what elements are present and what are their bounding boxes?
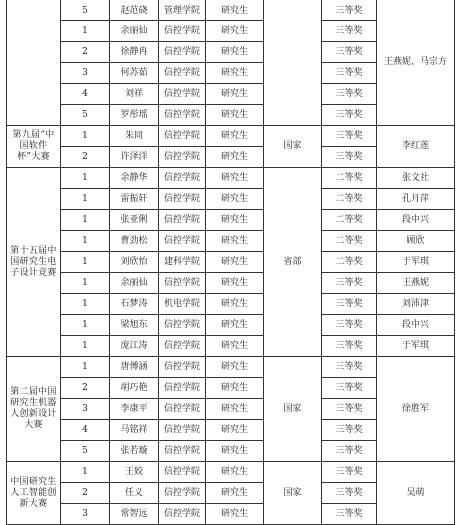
name-cell: 庞江涛 [110,336,159,357]
dept-cell: 信控学院 [159,42,206,63]
index-cell: 1 [61,252,110,273]
dept-cell: 信控学院 [159,315,206,336]
dept-cell: 信控学院 [159,273,206,294]
index-cell: 2 [61,378,110,399]
prize-cell: 三等奖 [322,126,377,147]
prize-cell: 三等奖 [322,0,377,21]
index-cell: 1 [61,273,110,294]
name-cell: 常智远 [110,504,159,525]
prize-cell: 三等奖 [322,420,377,441]
prize-cell: 三等奖 [322,483,377,504]
dept-cell: 信控学院 [159,105,206,126]
name-cell: 任义 [110,483,159,504]
dept-cell: 信控学院 [159,168,206,189]
type-cell: 研究生 [206,147,264,168]
dept-cell: 信控学院 [159,189,206,210]
name-cell: 雷振轩 [110,189,159,210]
dept-cell: 信控学院 [159,126,206,147]
type-cell: 研究生 [206,231,264,252]
name-cell: 徐静冉 [110,42,159,63]
index-cell: 4 [61,420,110,441]
type-cell: 研究生 [206,252,264,273]
prize-cell: 二等奖 [322,210,377,231]
name-cell: 马铭祥 [110,420,159,441]
index-cell: 1 [61,21,110,42]
competition-cell: 第十五届中国研究生电子设计竞赛 [7,168,61,357]
advisor-cell: 顾欣 [377,231,455,252]
table-row [7,462,455,483]
competition-cell: 第九届“中国软件杯”大赛 [7,126,61,168]
type-cell: 研究生 [206,0,264,21]
type-cell: 研究生 [206,462,264,483]
index-cell: 1 [61,189,110,210]
prize-cell: 二等奖 [322,231,377,252]
dept-cell: 信控学院 [159,231,206,252]
type-cell: 研究生 [206,420,264,441]
index-cell: 5 [61,0,110,21]
index-cell: 3 [61,63,110,84]
prize-cell: 三等奖 [322,441,377,462]
type-cell: 研究生 [206,210,264,231]
dept-cell: 信控学院 [159,504,206,525]
dept-cell: 信控学院 [159,441,206,462]
advisor-cell: 王燕妮 [377,273,455,294]
prize-cell: 三等奖 [322,462,377,483]
dept-cell: 机电学院 [159,294,206,315]
advisor-cell: 王燕妮、马宗方 [377,0,455,126]
dept-cell: 管理学院 [159,0,206,21]
type-cell: 研究生 [206,399,264,420]
type-cell: 研究生 [206,126,264,147]
name-cell: 许泽洋 [110,147,159,168]
table-row [7,0,455,21]
name-cell: 张若璇 [110,441,159,462]
level-cell: 国家 [264,357,322,462]
name-cell: 余丽仙 [110,273,159,294]
type-cell: 研究生 [206,378,264,399]
name-cell: 罗彤瑶 [110,105,159,126]
advisor-cell: 刘沛津 [377,294,455,315]
name-cell: 刘欣怡 [110,252,159,273]
dept-cell: 信控学院 [159,84,206,105]
table-row [7,231,455,252]
name-cell: 石梦涛 [110,294,159,315]
advisor-cell: 于军琪 [377,336,455,357]
prize-cell: 二等奖 [322,168,377,189]
type-cell: 研究生 [206,315,264,336]
level-cell: 国家 [264,126,322,168]
prize-cell: 三等奖 [322,357,377,378]
name-cell: 梁旭东 [110,315,159,336]
advisor-cell: 吴萌 [377,462,455,525]
index-cell: 3 [61,399,110,420]
level-cell [264,0,322,126]
name-cell: 张亚俐 [110,210,159,231]
competition-cell: 第二届中国研究生机器人创新设计大赛 [7,357,61,462]
name-cell: 赵范硗 [110,0,159,21]
type-cell: 研究生 [206,336,264,357]
index-cell: 1 [61,462,110,483]
awards-table [6,0,455,525]
table-row [7,294,455,315]
name-cell: 王姣 [110,462,159,483]
competition-cell [7,0,61,126]
prize-cell: 三等奖 [322,378,377,399]
prize-cell: 二等奖 [322,252,377,273]
name-cell: 曹劲松 [110,231,159,252]
dept-cell: 信控学院 [159,336,206,357]
index-cell: 1 [61,210,110,231]
table-row [7,210,455,231]
index-cell: 1 [61,294,110,315]
prize-cell: 三等奖 [322,336,377,357]
name-cell: 李康平 [110,399,159,420]
index-cell: 5 [61,441,110,462]
type-cell: 研究生 [206,441,264,462]
index-cell: 4 [61,84,110,105]
advisor-cell: 于军琪 [377,252,455,273]
name-cell: 刘祥 [110,84,159,105]
type-cell: 研究生 [206,42,264,63]
dept-cell: 信控学院 [159,210,206,231]
advisor-cell: 徐胜军 [377,357,455,462]
index-cell: 1 [61,126,110,147]
table-row [7,168,455,189]
table-row [7,189,455,210]
name-cell: 唐博涵 [110,357,159,378]
index-cell: 1 [61,336,110,357]
dept-cell: 信控学院 [159,378,206,399]
table-row [7,273,455,294]
dept-cell: 信控学院 [159,483,206,504]
dept-cell: 信控学院 [159,399,206,420]
prize-cell: 三等奖 [322,315,377,336]
table-row [7,252,455,273]
table-row [7,315,455,336]
dept-cell: 信控学院 [159,357,206,378]
advisor-cell: 段中兴 [377,315,455,336]
type-cell: 研究生 [206,168,264,189]
name-cell: 朱同 [110,126,159,147]
table-row [7,126,455,147]
name-cell: 余丽仙 [110,21,159,42]
prize-cell: 三等奖 [322,63,377,84]
advisor-cell: 李红莲 [377,126,455,168]
type-cell: 研究生 [206,294,264,315]
advisor-cell: 段中兴 [377,210,455,231]
type-cell: 研究生 [206,273,264,294]
dept-cell: 信控学院 [159,462,206,483]
dept-cell: 信控学院 [159,147,206,168]
level-cell: 省部 [264,168,322,357]
index-cell: 2 [61,42,110,63]
prize-cell: 三等奖 [322,105,377,126]
type-cell: 研究生 [206,483,264,504]
dept-cell: 信控学院 [159,63,206,84]
index-cell: 1 [61,231,110,252]
index-cell: 2 [61,483,110,504]
prize-cell: 三等奖 [322,504,377,525]
prize-cell: 三等奖 [322,294,377,315]
dept-cell: 建科学院 [159,252,206,273]
prize-cell: 三等奖 [322,21,377,42]
prize-cell: 二等奖 [322,189,377,210]
name-cell: 胡巧艳 [110,378,159,399]
prize-cell: 三等奖 [322,147,377,168]
type-cell: 研究生 [206,84,264,105]
index-cell: 5 [61,105,110,126]
index-cell: 1 [61,315,110,336]
index-cell: 1 [61,357,110,378]
prize-cell: 三等奖 [322,84,377,105]
prize-cell: 三等奖 [322,42,377,63]
index-cell: 2 [61,147,110,168]
level-cell: 国家 [264,462,322,525]
competition-cell: 中国研究生人工智能创新大赛 [7,462,61,525]
dept-cell: 信控学院 [159,21,206,42]
name-cell: 何苏茹 [110,63,159,84]
prize-cell: 三等奖 [322,273,377,294]
type-cell: 研究生 [206,189,264,210]
advisor-cell: 张文社 [377,168,455,189]
table-row [7,336,455,357]
dept-cell: 信控学院 [159,420,206,441]
type-cell: 研究生 [206,105,264,126]
prize-cell: 三等奖 [322,399,377,420]
table-row [7,357,455,378]
index-cell: 3 [61,504,110,525]
name-cell: 余静华 [110,168,159,189]
type-cell: 研究生 [206,63,264,84]
type-cell: 研究生 [206,357,264,378]
index-cell: 1 [61,168,110,189]
advisor-cell: 孔月萍 [377,189,455,210]
type-cell: 研究生 [206,504,264,525]
type-cell: 研究生 [206,21,264,42]
